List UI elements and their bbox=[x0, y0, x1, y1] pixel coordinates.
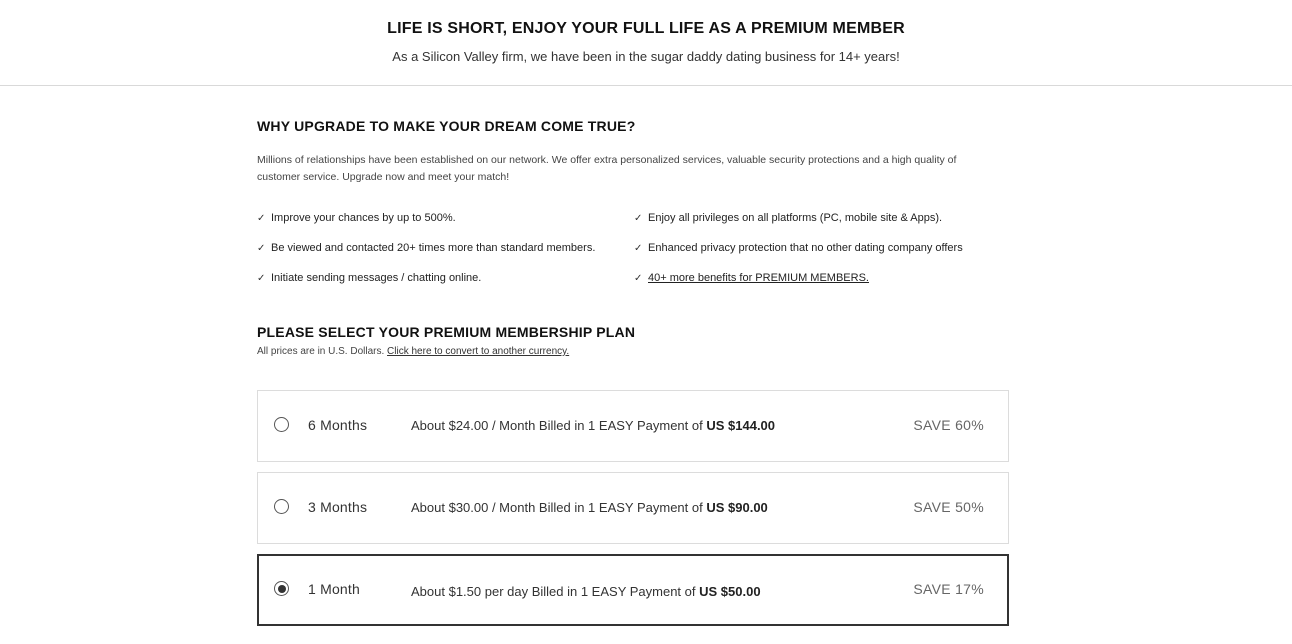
benefit-text: Initiate sending messages / chatting online. bbox=[271, 272, 482, 284]
page-subtitle: As a Silicon Valley firm, we have been in the sugar daddy dating business for 14+ years! bbox=[392, 49, 900, 64]
plan-price-text: About $30.00 / Month Billed in 1 EASY Payment of bbox=[411, 500, 703, 515]
plan-duration: 6 Months bbox=[308, 417, 368, 433]
radio-button-icon[interactable] bbox=[274, 417, 289, 432]
plan-savings: SAVE 17% bbox=[913, 581, 984, 597]
plan-options bbox=[257, 390, 1009, 636]
benefit-text: Be viewed and contacted 20+ times more than standard members. bbox=[271, 242, 596, 254]
plan-option-3-months[interactable] bbox=[257, 472, 1009, 544]
check-mark-icon: ✓ bbox=[257, 242, 266, 254]
plan-section-title: PLEASE SELECT YOUR PREMIUM MEMBERSHIP PLAN bbox=[257, 324, 636, 340]
upgrade-section bbox=[257, 118, 1009, 357]
radio-button-icon[interactable] bbox=[274, 499, 289, 514]
check-mark-icon: ✓ bbox=[257, 212, 266, 224]
benefit-item bbox=[634, 270, 994, 286]
convert-currency-link[interactable]: Click here to convert to another currency. bbox=[387, 346, 570, 357]
more-benefits-link[interactable]: 40+ more benefits for PREMIUM MEMBERS. bbox=[648, 272, 869, 284]
benefit-text: Enjoy all privileges on all platforms (PC, mobile site & Apps). bbox=[648, 212, 943, 224]
radio-dot-icon bbox=[278, 585, 286, 593]
benefit-item bbox=[634, 210, 994, 226]
benefit-text: Improve your chances by up to 500%. bbox=[271, 212, 456, 224]
radio-button-icon[interactable] bbox=[274, 581, 289, 596]
hero-header bbox=[0, 0, 1292, 86]
why-upgrade-intro: Millions of relationships have been established on our network. We offer extra personalized services, valuable security protections and a high quality of customer service. Upgrade now and meet your match! bbox=[257, 154, 957, 183]
plan-total: US $144.00 bbox=[706, 418, 776, 433]
plan-price bbox=[411, 500, 768, 515]
benefit-item bbox=[257, 240, 634, 256]
check-mark-icon: ✓ bbox=[634, 242, 643, 254]
plan-price-text: About $24.00 / Month Billed in 1 EASY Payment of bbox=[411, 418, 703, 433]
plan-total: US $50.00 bbox=[699, 584, 761, 599]
benefit-item bbox=[257, 210, 634, 226]
plan-duration: 1 Month bbox=[308, 581, 360, 597]
benefit-item bbox=[634, 240, 994, 256]
plan-price bbox=[411, 418, 775, 433]
why-upgrade-title: WHY UPGRADE TO MAKE YOUR DREAM COME TRUE? bbox=[257, 118, 636, 134]
plan-option-6-months[interactable] bbox=[257, 390, 1009, 462]
plan-price bbox=[411, 584, 761, 599]
benefit-item bbox=[257, 270, 634, 286]
page-title: LIFE IS SHORT, ENJOY YOUR FULL LIFE AS A PREMIUM MEMBER bbox=[387, 20, 905, 37]
currency-note-text: All prices are in U.S. Dollars. bbox=[257, 346, 385, 357]
plan-total: US $90.00 bbox=[706, 500, 768, 515]
plan-option-1-month[interactable] bbox=[257, 554, 1009, 626]
currency-note bbox=[257, 346, 1009, 357]
plan-price-text: About $1.50 per day Billed in 1 EASY Payment of bbox=[411, 584, 696, 599]
benefits-list bbox=[257, 210, 1009, 286]
plan-savings: SAVE 50% bbox=[913, 499, 984, 515]
check-mark-icon: ✓ bbox=[634, 272, 643, 284]
plan-savings: SAVE 60% bbox=[913, 417, 984, 433]
check-mark-icon: ✓ bbox=[257, 272, 266, 284]
benefit-text: Enhanced privacy protection that no other dating company offers bbox=[648, 242, 963, 254]
plan-duration: 3 Months bbox=[308, 499, 368, 515]
check-mark-icon: ✓ bbox=[634, 212, 643, 224]
